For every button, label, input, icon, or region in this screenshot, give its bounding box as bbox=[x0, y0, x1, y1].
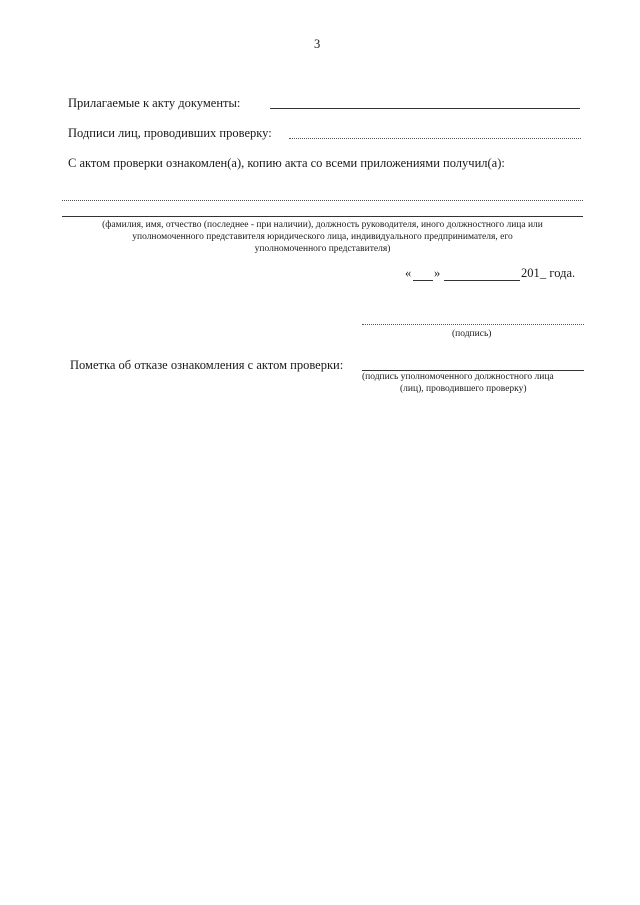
refusal-label: Пометка об отказе ознакомления с актом проверки: bbox=[70, 358, 344, 372]
acquainted-caption-line-3: уполномоченного представителя) bbox=[254, 244, 391, 254]
attached-documents-label: Прилагаемые к акту документы: bbox=[68, 96, 241, 110]
date-year-suffix: _ года. bbox=[540, 266, 576, 280]
acquainted-line-1 bbox=[62, 200, 583, 201]
acquainted-label: С актом проверки ознакомлен(а), копию акта со всеми приложениями получил(а): bbox=[68, 156, 505, 170]
date-day-line bbox=[413, 280, 433, 281]
attached-documents-line bbox=[270, 108, 580, 109]
refusal-line bbox=[362, 370, 584, 371]
date-year-prefix: 201 bbox=[521, 266, 540, 280]
inspectors-signatures-line bbox=[289, 138, 581, 139]
signature-caption: (подпись) bbox=[452, 329, 492, 339]
acquainted-caption-line-1: (фамилия, имя, отчество (последнее - при наличии), должность руководителя, иного должностного лица или bbox=[102, 220, 543, 230]
refusal-caption-line-2: (лиц), проводившего проверку) bbox=[400, 384, 527, 394]
inspectors-signatures-label: Подписи лиц, проводивших проверку: bbox=[68, 126, 272, 140]
signature-line bbox=[362, 324, 584, 325]
refusal-caption-line-1: (подпись уполномоченного должностного лица bbox=[362, 372, 554, 382]
page-number: 3 bbox=[314, 37, 321, 51]
acquainted-caption-line-2: уполномоченного представителя юридического лица, индивидуального предпринимателя, его bbox=[132, 232, 513, 242]
acquainted-line-2 bbox=[62, 216, 583, 217]
date-month-line bbox=[444, 280, 520, 281]
date-close-quote: » bbox=[434, 266, 441, 280]
date-open-quote: « bbox=[405, 266, 412, 280]
